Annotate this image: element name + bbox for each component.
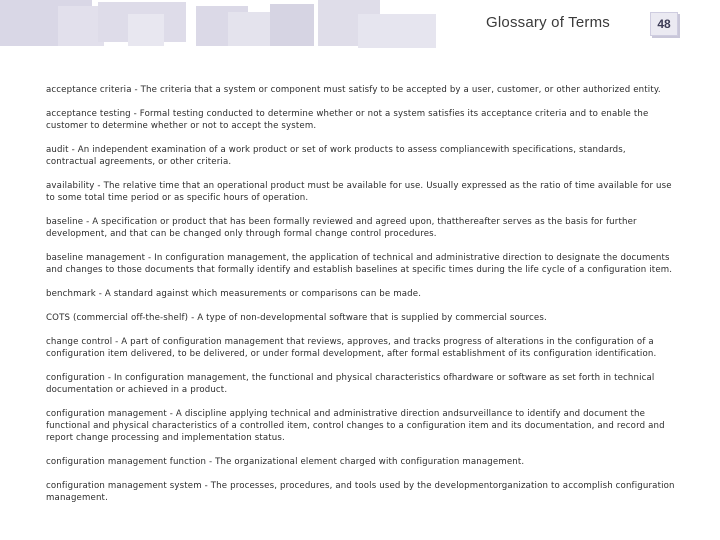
glossary-entry: baseline management - In configuration management, the application of technical and administrative direction to designate the documents and changes to those documents that formally identify and establish baselines at specific times during the life cycle of a configuration item. xyxy=(46,253,673,275)
term-name: COTS (commercial off-the-shelf) xyxy=(46,313,189,323)
term-definition: In configuration management, the functional and physical characteristics ofhardware or software as set forth in technical documentation or achieved in a product. xyxy=(46,373,655,395)
term-definition: The criteria that a system or component must satisfy to be accepted by a user, customer, or other authorized entity. xyxy=(140,85,661,95)
glossary-list xyxy=(46,84,678,516)
glossary-entry: configuration - In configuration management, the functional and physical characteristics ofhardware or software as set forth in technical documentation or achieved in a product. xyxy=(46,373,655,395)
term-name: availability xyxy=(46,181,95,191)
term-name: audit xyxy=(46,145,69,155)
glossary-entry: baseline - A specification or product that has been formally reviewed and agreed upon, thatthereafter serves as the basis for further development, and that can be changed only through formal change control procedures. xyxy=(46,217,637,239)
term-name: change control xyxy=(46,337,113,347)
decor-block xyxy=(358,14,436,48)
header-decoration xyxy=(0,0,440,52)
term-definition: The processes, procedures, and tools used by the developmentorganization to accomplish configuration management. xyxy=(46,481,675,503)
decor-block xyxy=(128,14,164,46)
glossary-entry: configuration management - A discipline applying technical and administrative direction andsurveillance to identify and document the functional and physical characteristics of a controlled item, control changes to a configuration item and its documentation, and record and report change processing and implementation status. xyxy=(46,409,665,443)
glossary-entry: audit - An independent examination of a work product or set of work products to assess compliancewith specifications, standards, contractual agreements, or other criteria. xyxy=(46,145,626,167)
term-definition: A part of configuration management that reviews, approves, and tracks progress of alterations in the configuration of a configuration item delivered, to be delivered, or under formal development, after formal establishment of its configuration identification. xyxy=(46,337,657,359)
glossary-entry: COTS (commercial off-the-shelf) - A type of non-developmental software that is supplied by commercial sources. xyxy=(46,313,547,323)
decor-block xyxy=(270,4,314,46)
term-definition: A specification or product that has been formally reviewed and agreed upon, thatthereafter serves as the basis for further development, and that can be changed only through formal change control procedures. xyxy=(46,217,637,239)
term-definition: A discipline applying technical and administrative direction andsurveillance to identify and document the functional and physical characteristics of a controlled item, control changes to a configuration item and its documentation, and record and report change processing and implementation status. xyxy=(46,409,665,443)
term-definition: Formal testing conducted to determine whether or not a system satisfies its acceptance criteria and to enable the customer to determine whether or not to accept the system. xyxy=(46,109,649,131)
term-name: baseline management xyxy=(46,253,146,263)
term-name: configuration management function xyxy=(46,457,207,467)
term-name: configuration management xyxy=(46,409,167,419)
glossary-entry: availability - The relative time that an operational product must be available for use. Usually expressed as the ratio of time available for use to some total time period or as specific hours of operation. xyxy=(46,181,672,203)
term-definition: In configuration management, the application of technical and administrative direction to designate the documents and changes to those documents that formally identify and establish baselines at specific times during the life cycle of a configuration item. xyxy=(46,253,673,275)
glossary-entry: benchmark - A standard against which measurements or comparisons can be made. xyxy=(46,289,422,299)
term-name: acceptance criteria xyxy=(46,85,132,95)
glossary-entry: configuration management function - The organizational element charged with configuration management. xyxy=(46,457,525,467)
term-name: acceptance testing xyxy=(46,109,131,119)
glossary-entry: configuration management system - The processes, procedures, and tools used by the developmentorganization to accomplish configuration management. xyxy=(46,481,675,503)
term-name: benchmark xyxy=(46,289,96,299)
page-title: Glossary of Terms xyxy=(486,14,610,31)
term-name: baseline xyxy=(46,217,84,227)
term-definition: The organizational element charged with configuration management. xyxy=(215,457,525,467)
glossary-entry: change control - A part of configuration management that reviews, approves, and tracks progress of alterations in the configuration of a configuration item delivered, to be delivered, or under formal development, after formal establishment of its configuration identification. xyxy=(46,337,657,359)
glossary-entry: acceptance testing - Formal testing conducted to determine whether or not a system satisfies its acceptance criteria and to enable the customer to determine whether or not to accept the system. xyxy=(46,109,649,131)
glossary-entry: acceptance criteria - The criteria that a system or component must satisfy to be accepted by a user, customer, or other authorized entity. xyxy=(46,85,661,95)
term-definition: A type of non-developmental software that is supplied by commercial sources. xyxy=(197,313,547,323)
term-definition: An independent examination of a work product or set of work products to assess compliancewith specifications, standards, contractual agreements, or other criteria. xyxy=(46,145,626,167)
page-number-badge: 48 xyxy=(650,12,678,36)
term-definition: The relative time that an operational product must be available for use. Usually expressed as the ratio of time available for use to some total time period or as specific hours of operation. xyxy=(46,181,672,203)
term-definition: A standard against which measurements or comparisons can be made. xyxy=(104,289,422,299)
term-name: configuration management system xyxy=(46,481,202,491)
term-name: configuration xyxy=(46,373,105,383)
